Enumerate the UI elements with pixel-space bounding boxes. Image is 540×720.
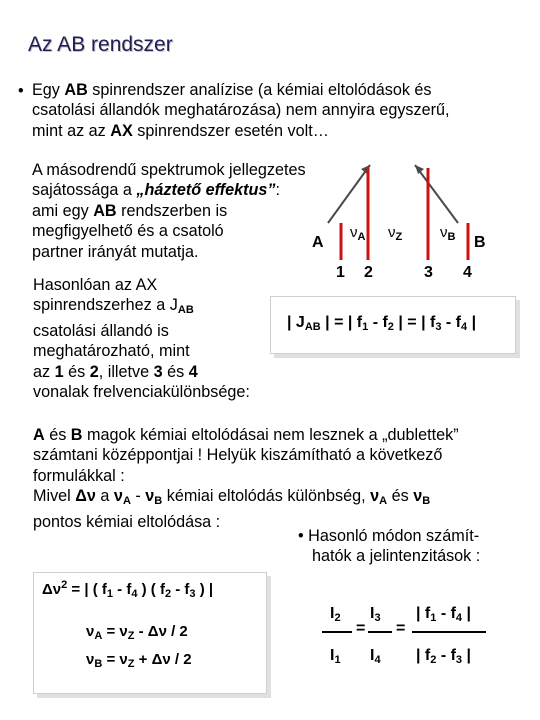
coupling-line-2: spinrendszerhez a $J_{AB}$ bbox=[33, 296, 194, 317]
delta-squared-formula: $\Delta\nu^2$ = | ( $f_1 - f_4$ ) ( $f_2 - f_3$ ) | bbox=[42, 579, 214, 600]
peak-label-1: 1 bbox=[336, 264, 345, 281]
nu-a-formula: $\nu_A = \nu_Z - \Delta\nu / 2$ bbox=[86, 623, 188, 642]
roof-arrow-right bbox=[415, 165, 458, 223]
roof-arrow-left bbox=[328, 165, 370, 223]
intro-line-2: csatolási állandók meghatározása) nem annyira egyszerű, bbox=[32, 101, 450, 120]
roof-arrow-right-head bbox=[415, 165, 424, 174]
coupling-formula-box bbox=[270, 296, 516, 354]
intro-paragraph bbox=[32, 80, 512, 141]
shift-line-3: formulákkal : bbox=[33, 466, 125, 485]
coupling-line-4: meghatározható, mint bbox=[33, 342, 190, 361]
i4-denominator: $I_4$ bbox=[370, 647, 381, 666]
coupling-paragraph bbox=[33, 275, 293, 402]
i2-numerator: $I_2$ bbox=[330, 605, 341, 624]
intensity-paragraph bbox=[298, 526, 518, 567]
roof-line-1: A másodrendű spektrumok jellegzetes bbox=[32, 161, 306, 179]
shift-paragraph bbox=[33, 425, 513, 532]
nu-b-label: $\nu_B$ bbox=[440, 224, 456, 243]
peak-label-2: 2 bbox=[364, 264, 373, 281]
roof-line-5: partner irányát mutatja. bbox=[32, 242, 199, 261]
nu-z-label: $\nu_Z$ bbox=[388, 224, 403, 243]
peak-label-3: 3 bbox=[424, 264, 433, 281]
coupling-line-1: Hasonlóan az AX bbox=[33, 276, 158, 294]
intensity-line-2: hatók a jelintenzitások : bbox=[312, 547, 481, 566]
coupling-line-3: csatolási állandó is bbox=[33, 321, 169, 340]
label-b: B bbox=[474, 234, 486, 251]
bullet-marker: • bbox=[18, 82, 24, 100]
shift-line-4: Mivel Δν a $\nu_A - \nu_B$ kémiai eltolódás különbség, $\nu_A$ és $\nu_B$ bbox=[33, 487, 431, 508]
coupling-formula: | $J_{AB}$ | = | $f_1 - f_2$ | = | $f_3 - f_4$ | bbox=[287, 314, 477, 333]
roof-line-4: megfigyelhető és a csatoló bbox=[32, 222, 224, 241]
nu-a-label: $\nu_A$ bbox=[350, 224, 366, 243]
intensity-line-1: • Hasonló módon számít- bbox=[298, 527, 480, 545]
equals-1: = bbox=[356, 620, 366, 637]
fraction-bar-2 bbox=[368, 631, 392, 633]
f1-f4-numerator: | $f_1 - f_4$ | bbox=[416, 605, 471, 624]
coupling-line-5: az 1 és 2, illetve 3 és 4 bbox=[33, 362, 198, 381]
roof-line-2: sajátossága a „háztető effektus”: bbox=[32, 181, 281, 200]
intro-line-1: Egy AB spinrendszer analízise (a kémiai eltolódások és bbox=[32, 81, 432, 99]
i1-denominator: $I_1$ bbox=[330, 647, 341, 666]
equals-2: = bbox=[396, 620, 406, 637]
fraction-bar-1 bbox=[322, 631, 352, 633]
f2-f3-denominator: | $f_2 - f_3$ | bbox=[416, 647, 471, 666]
roof-line-3: ami egy AB rendszerben is bbox=[32, 201, 228, 220]
intensity-ratio-formula bbox=[318, 605, 518, 675]
shift-line-5: pontos kémiai eltolódása : bbox=[33, 512, 221, 531]
shift-line-1: A és B magok kémiai eltolódásai nem lesznek a „dublettek” bbox=[33, 426, 459, 444]
intro-line-3: mint az az AX spinrendszer esetén volt… bbox=[32, 121, 329, 140]
i3-numerator: $I_3$ bbox=[370, 605, 381, 624]
label-a: A bbox=[312, 234, 324, 251]
nu-b-formula: $\nu_B = \nu_Z + \Delta\nu / 2$ bbox=[86, 651, 192, 670]
shift-formula-box bbox=[33, 572, 267, 694]
ab-spectrum-diagram bbox=[300, 148, 515, 283]
fraction-bar-3 bbox=[412, 631, 486, 633]
peak-label-4: 4 bbox=[463, 264, 472, 281]
page-title: Az AB rendszer bbox=[28, 33, 173, 56]
coupling-line-6: vonalak frelvenciakülönbsége: bbox=[33, 383, 250, 402]
shift-line-2: számtani középpontjai ! Helyük kiszámítható a következő bbox=[33, 446, 443, 465]
